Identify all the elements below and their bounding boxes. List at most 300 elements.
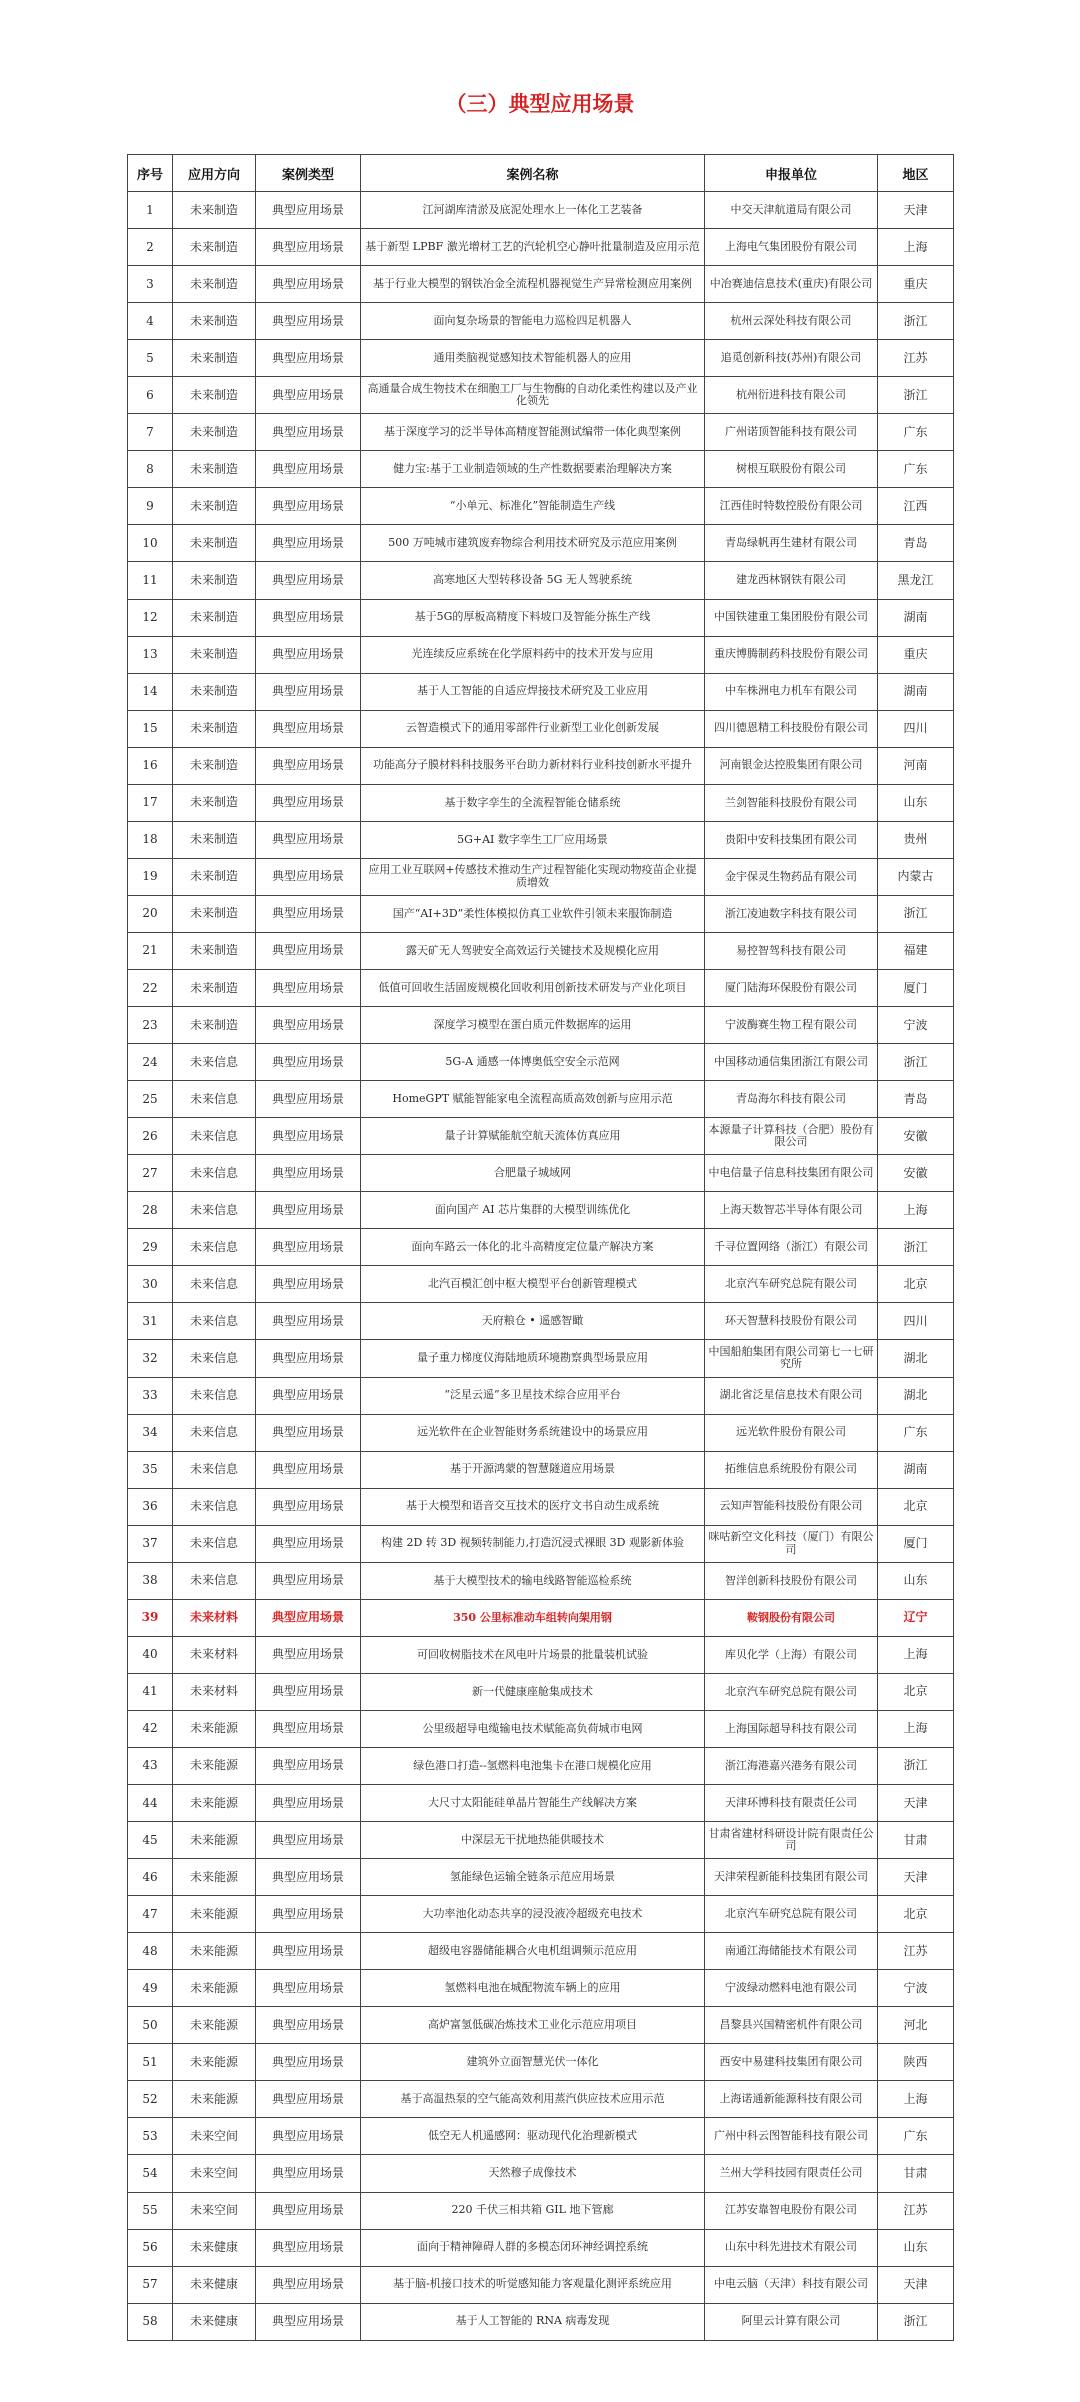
- cell-region: 天津: [878, 192, 954, 229]
- cell-index: 4: [128, 303, 173, 340]
- cell-case-name: 基于行业大模型的钢铁冶金全流程机器视觉生产异常检测应用案例: [361, 266, 705, 303]
- cell-applicant: 咪咕新空文化科技（厦门）有限公司: [705, 1525, 878, 1562]
- cell-index: 18: [128, 821, 173, 858]
- table-header-row: [128, 155, 954, 192]
- cell-index: 16: [128, 747, 173, 784]
- cell-region: 山东: [878, 2229, 954, 2266]
- cell-index: 15: [128, 710, 173, 747]
- cell-case-name: 新一代健康座舱集成技术: [361, 1673, 705, 1710]
- cell-case-type: 典型应用场景: [256, 636, 361, 673]
- cell-applicant: 杭州衍进科技有限公司: [705, 377, 878, 414]
- cell-direction: 未来制造: [173, 821, 256, 858]
- cell-index: 58: [128, 2303, 173, 2340]
- cell-direction: 未来制造: [173, 414, 256, 451]
- cell-index: 41: [128, 1673, 173, 1710]
- cell-direction: 未来空间: [173, 2118, 256, 2155]
- cell-index: 21: [128, 932, 173, 969]
- cell-case-name: 220 千伏三相共箱 GIL 地下管廊: [361, 2192, 705, 2229]
- cell-direction: 未来制造: [173, 599, 256, 636]
- cell-case-type: 典型应用场景: [256, 1192, 361, 1229]
- cell-applicant: 建龙西林钢铁有限公司: [705, 562, 878, 599]
- table-row: [128, 858, 954, 895]
- table-row: [128, 1192, 954, 1229]
- cell-case-name: 超级电容器储能耦合火电机组调频示范应用: [361, 1933, 705, 1970]
- cell-applicant: 贵阳中安科技集团有限公司: [705, 821, 878, 858]
- cell-direction: 未来能源: [173, 1859, 256, 1896]
- cell-case-type: 典型应用场景: [256, 2266, 361, 2303]
- cell-region: 上海: [878, 229, 954, 266]
- cell-direction: 未来能源: [173, 1933, 256, 1970]
- cell-direction: 未来制造: [173, 710, 256, 747]
- table-row: [128, 1266, 954, 1303]
- cell-direction: 未来健康: [173, 2303, 256, 2340]
- cell-case-type: 典型应用场景: [256, 266, 361, 303]
- cell-case-type: 典型应用场景: [256, 1451, 361, 1488]
- cell-direction: 未来信息: [173, 1488, 256, 1525]
- cell-case-name: 基于大模型技术的输电线路智能巡检系统: [361, 1562, 705, 1599]
- cell-applicant: 智洋创新科技股份有限公司: [705, 1562, 878, 1599]
- table-row: [128, 1970, 954, 2007]
- cell-applicant: 湖北省泛星信息技术有限公司: [705, 1377, 878, 1414]
- header-case-name: 案例名称: [361, 155, 705, 192]
- cell-case-name: 功能高分子膜材料科技服务平台助力新材料行业科技创新水平提升: [361, 747, 705, 784]
- cell-case-type: 典型应用场景: [256, 414, 361, 451]
- cell-case-type: 典型应用场景: [256, 1488, 361, 1525]
- cell-direction: 未来健康: [173, 2229, 256, 2266]
- cell-case-type: 典型应用场景: [256, 932, 361, 969]
- table-row: [128, 1303, 954, 1340]
- cell-region: 江西: [878, 488, 954, 525]
- cell-applicant: 南通江海储能技术有限公司: [705, 1933, 878, 1970]
- cell-case-name: 基于人工智能的 RNA 病毒发现: [361, 2303, 705, 2340]
- cell-case-type: 典型应用场景: [256, 1118, 361, 1155]
- cell-direction: 未来材料: [173, 1599, 256, 1636]
- table-row: [128, 1414, 954, 1451]
- cell-region: 江苏: [878, 340, 954, 377]
- cell-region: 湖南: [878, 1451, 954, 1488]
- cell-region: 湖南: [878, 599, 954, 636]
- cell-index: 7: [128, 414, 173, 451]
- table-row: [128, 1007, 954, 1044]
- cell-index: 13: [128, 636, 173, 673]
- cell-applicant: 环天智慧科技股份有限公司: [705, 1303, 878, 1340]
- table-row: [128, 1525, 954, 1562]
- cell-region: 甘肃: [878, 2155, 954, 2192]
- cell-region: 浙江: [878, 895, 954, 932]
- cell-index: 43: [128, 1747, 173, 1784]
- cell-region: 天津: [878, 2266, 954, 2303]
- cell-direction: 未来健康: [173, 2266, 256, 2303]
- cell-case-type: 典型应用场景: [256, 1266, 361, 1303]
- cell-applicant: 易控智驾科技有限公司: [705, 932, 878, 969]
- cell-index: 9: [128, 488, 173, 525]
- cell-direction: 未来制造: [173, 192, 256, 229]
- cell-region: 浙江: [878, 1229, 954, 1266]
- cell-index: 53: [128, 2118, 173, 2155]
- application-scenarios-table: [127, 154, 954, 2341]
- cell-region: 湖北: [878, 1377, 954, 1414]
- cell-case-type: 典型应用场景: [256, 710, 361, 747]
- cell-direction: 未来制造: [173, 784, 256, 821]
- table-row: [128, 1081, 954, 1118]
- cell-index: 51: [128, 2044, 173, 2081]
- cell-index: 40: [128, 1636, 173, 1673]
- cell-direction: 未来空间: [173, 2155, 256, 2192]
- cell-direction: 未来制造: [173, 525, 256, 562]
- table-row: [128, 1044, 954, 1081]
- cell-region: 北京: [878, 1266, 954, 1303]
- cell-case-name: 绿色港口打造--氢燃料电池集卡在港口规模化应用: [361, 1747, 705, 1784]
- cell-direction: 未来信息: [173, 1340, 256, 1377]
- cell-applicant: 杭州云深处科技有限公司: [705, 303, 878, 340]
- cell-direction: 未来制造: [173, 266, 256, 303]
- cell-case-name: 350 公里标准动车组转向架用钢: [361, 1599, 705, 1636]
- cell-case-type: 典型应用场景: [256, 2044, 361, 2081]
- cell-case-name: 天府粮仓 • 遥感智瞰: [361, 1303, 705, 1340]
- cell-region: 天津: [878, 1785, 954, 1822]
- cell-case-name: 光连续反应系统在化学原料药中的技术开发与应用: [361, 636, 705, 673]
- cell-region: 河北: [878, 2007, 954, 2044]
- cell-index: 36: [128, 1488, 173, 1525]
- cell-direction: 未来信息: [173, 1229, 256, 1266]
- cell-direction: 未来能源: [173, 1785, 256, 1822]
- cell-case-type: 典型应用场景: [256, 1747, 361, 1784]
- cell-direction: 未来信息: [173, 1451, 256, 1488]
- cell-case-name: 5G+AI 数字孪生工厂应用场景: [361, 821, 705, 858]
- cell-region: 四川: [878, 1303, 954, 1340]
- table-row: [128, 1451, 954, 1488]
- cell-case-type: 典型应用场景: [256, 2118, 361, 2155]
- cell-case-type: 典型应用场景: [256, 1599, 361, 1636]
- cell-region: 宁波: [878, 1970, 954, 2007]
- cell-case-type: 典型应用场景: [256, 673, 361, 710]
- cell-region: 浙江: [878, 1747, 954, 1784]
- cell-region: 上海: [878, 2081, 954, 2118]
- table-row: [128, 229, 954, 266]
- cell-case-type: 典型应用场景: [256, 1414, 361, 1451]
- cell-applicant: 远光软件股份有限公司: [705, 1414, 878, 1451]
- cell-applicant: 河南银金达控股集团有限公司: [705, 747, 878, 784]
- cell-direction: 未来制造: [173, 377, 256, 414]
- cell-direction: 未来制造: [173, 895, 256, 932]
- cell-index: 38: [128, 1562, 173, 1599]
- table-row: [128, 1896, 954, 1933]
- cell-region: 广东: [878, 1414, 954, 1451]
- cell-case-type: 典型应用场景: [256, 784, 361, 821]
- cell-direction: 未来制造: [173, 673, 256, 710]
- cell-index: 17: [128, 784, 173, 821]
- cell-case-name: 基于新型 LPBF 激光增材工艺的汽轮机空心静叶批量制造及应用示范: [361, 229, 705, 266]
- cell-case-type: 典型应用场景: [256, 1303, 361, 1340]
- cell-case-type: 典型应用场景: [256, 858, 361, 895]
- cell-direction: 未来信息: [173, 1414, 256, 1451]
- cell-case-name: 基于数字孪生的全流程智能仓储系统: [361, 784, 705, 821]
- cell-region: 厦门: [878, 969, 954, 1006]
- table-row: [128, 1933, 954, 1970]
- cell-index: 54: [128, 2155, 173, 2192]
- cell-case-name: 基于5G的厚板高精度下料坡口及智能分拣生产线: [361, 599, 705, 636]
- cell-case-name: 大功率池化动态共享的浸没液冷超级充电技术: [361, 1896, 705, 1933]
- cell-case-name: 高炉富氢低碳冶炼技术工业化示范应用项目: [361, 2007, 705, 2044]
- cell-region: 厦门: [878, 1525, 954, 1562]
- cell-case-type: 典型应用场景: [256, 1673, 361, 1710]
- cell-index: 24: [128, 1044, 173, 1081]
- cell-index: 11: [128, 562, 173, 599]
- cell-applicant: 江西佳时特数控股份有限公司: [705, 488, 878, 525]
- cell-index: 45: [128, 1822, 173, 1859]
- cell-index: 2: [128, 229, 173, 266]
- cell-case-name: 远光软件在企业智能财务系统建设中的场景应用: [361, 1414, 705, 1451]
- table-row: [128, 488, 954, 525]
- cell-region: 湖北: [878, 1340, 954, 1377]
- table-row: [128, 525, 954, 562]
- cell-applicant: 千寻位置网络（浙江）有限公司: [705, 1229, 878, 1266]
- cell-case-type: 典型应用场景: [256, 821, 361, 858]
- table-row: [128, 192, 954, 229]
- cell-index: 29: [128, 1229, 173, 1266]
- cell-case-name: 天然穆子成像技术: [361, 2155, 705, 2192]
- cell-index: 56: [128, 2229, 173, 2266]
- cell-case-type: 典型应用场景: [256, 969, 361, 1006]
- cell-applicant: 库贝化学（上海）有限公司: [705, 1636, 878, 1673]
- header-case-type: 案例类型: [256, 155, 361, 192]
- cell-region: 福建: [878, 932, 954, 969]
- cell-case-type: 典型应用场景: [256, 451, 361, 488]
- cell-region: 青岛: [878, 525, 954, 562]
- cell-index: 28: [128, 1192, 173, 1229]
- cell-case-type: 典型应用场景: [256, 2192, 361, 2229]
- cell-case-type: 典型应用场景: [256, 599, 361, 636]
- cell-region: 山东: [878, 784, 954, 821]
- table-row: [128, 2044, 954, 2081]
- table-row: [128, 2266, 954, 2303]
- table-row: [128, 932, 954, 969]
- cell-index: 33: [128, 1377, 173, 1414]
- cell-applicant: 中车株洲电力机车有限公司: [705, 673, 878, 710]
- cell-region: 辽宁: [878, 1599, 954, 1636]
- cell-direction: 未来信息: [173, 1118, 256, 1155]
- cell-case-type: 典型应用场景: [256, 1155, 361, 1192]
- cell-index: 14: [128, 673, 173, 710]
- table-row: [128, 1747, 954, 1784]
- cell-region: 江苏: [878, 1933, 954, 1970]
- cell-applicant: 金宇保灵生物药品有限公司: [705, 858, 878, 895]
- cell-index: 22: [128, 969, 173, 1006]
- cell-direction: 未来制造: [173, 303, 256, 340]
- cell-region: 河南: [878, 747, 954, 784]
- table-row: [128, 2229, 954, 2266]
- cell-case-type: 典型应用场景: [256, 1340, 361, 1377]
- cell-index: 37: [128, 1525, 173, 1562]
- cell-case-type: 典型应用场景: [256, 1081, 361, 1118]
- cell-index: 27: [128, 1155, 173, 1192]
- cell-region: 上海: [878, 1192, 954, 1229]
- cell-index: 47: [128, 1896, 173, 1933]
- cell-region: 北京: [878, 1673, 954, 1710]
- cell-case-type: 典型应用场景: [256, 229, 361, 266]
- cell-region: 湖南: [878, 673, 954, 710]
- cell-case-type: 典型应用场景: [256, 1007, 361, 1044]
- table-row: [128, 895, 954, 932]
- cell-case-name: 面向复杂场景的智能电力巡检四足机器人: [361, 303, 705, 340]
- cell-direction: 未来能源: [173, 1822, 256, 1859]
- cell-index: 3: [128, 266, 173, 303]
- cell-region: 浙江: [878, 1044, 954, 1081]
- cell-direction: 未来信息: [173, 1562, 256, 1599]
- cell-index: 25: [128, 1081, 173, 1118]
- cell-case-type: 典型应用场景: [256, 747, 361, 784]
- cell-case-type: 典型应用场景: [256, 340, 361, 377]
- cell-applicant: 甘肃省建材科研设计院有限责任公司: [705, 1822, 878, 1859]
- cell-case-name: 露天矿无人驾驶安全高效运行关键技术及规模化应用: [361, 932, 705, 969]
- table-row: [128, 1599, 954, 1636]
- cell-direction: 未来材料: [173, 1673, 256, 1710]
- cell-region: 北京: [878, 1488, 954, 1525]
- cell-case-name: HomeGPT 赋能智能家电全流程高质高效创新与应用示范: [361, 1081, 705, 1118]
- table-row: [128, 636, 954, 673]
- cell-index: 10: [128, 525, 173, 562]
- cell-case-name: 应用工业互联网+传感技术推动生产过程智能化实现动物疫苗企业提质增效: [361, 858, 705, 895]
- cell-index: 23: [128, 1007, 173, 1044]
- cell-applicant: 上海电气集团股份有限公司: [705, 229, 878, 266]
- cell-index: 48: [128, 1933, 173, 1970]
- cell-case-name: 云智造模式下的通用零部件行业新型工业化创新发展: [361, 710, 705, 747]
- cell-case-name: 北汽百模汇创中枢大模型平台创新管理模式: [361, 1266, 705, 1303]
- cell-applicant: 中国船舶集团有限公司第七一七研究所: [705, 1340, 878, 1377]
- cell-case-name: 量子重力梯度仪海陆地质环境勘察典型场景应用: [361, 1340, 705, 1377]
- cell-direction: 未来信息: [173, 1303, 256, 1340]
- cell-case-name: 健力宝:基于工业制造领域的生产性数据要素治理解决方案: [361, 451, 705, 488]
- table-row: [128, 1859, 954, 1896]
- cell-applicant: 北京汽车研究总院有限公司: [705, 1673, 878, 1710]
- cell-applicant: 宁波绿动燃料电池有限公司: [705, 1970, 878, 2007]
- cell-case-name: 合肥量子城域网: [361, 1155, 705, 1192]
- cell-region: 广东: [878, 451, 954, 488]
- cell-case-type: 典型应用场景: [256, 1859, 361, 1896]
- cell-region: 广东: [878, 414, 954, 451]
- cell-applicant: 阿里云计算有限公司: [705, 2303, 878, 2340]
- cell-applicant: 江苏安靠智电股份有限公司: [705, 2192, 878, 2229]
- cell-case-name: 低空无人机遥感网：驱动现代化治理新模式: [361, 2118, 705, 2155]
- table-row: [128, 1155, 954, 1192]
- cell-case-name: 氢燃料电池在城配物流车辆上的应用: [361, 1970, 705, 2007]
- cell-applicant: 中交天津航道局有限公司: [705, 192, 878, 229]
- header-direction: 应用方向: [173, 155, 256, 192]
- cell-case-name: 基于深度学习的泛半导体高精度智能测试编带一体化典型案例: [361, 414, 705, 451]
- cell-applicant: 青岛绿帆再生建材有限公司: [705, 525, 878, 562]
- cell-case-type: 典型应用场景: [256, 1785, 361, 1822]
- table-row: [128, 710, 954, 747]
- cell-case-name: 基于高温热泵的空气能高效利用蒸汽供应技术应用示范: [361, 2081, 705, 2118]
- cell-case-name: 江河湖库清淤及底泥处理水上一体化工艺装备: [361, 192, 705, 229]
- cell-case-name: 量子计算赋能航空航天流体仿真应用: [361, 1118, 705, 1155]
- cell-region: 黑龙江: [878, 562, 954, 599]
- cell-case-type: 典型应用场景: [256, 488, 361, 525]
- cell-case-type: 典型应用场景: [256, 2303, 361, 2340]
- cell-direction: 未来空间: [173, 2192, 256, 2229]
- cell-region: 内蒙古: [878, 858, 954, 895]
- table-row: [128, 1562, 954, 1599]
- table-row: [128, 1785, 954, 1822]
- cell-direction: 未来制造: [173, 858, 256, 895]
- table-row: [128, 599, 954, 636]
- cell-index: 30: [128, 1266, 173, 1303]
- cell-region: 浙江: [878, 303, 954, 340]
- cell-region: 宁波: [878, 1007, 954, 1044]
- cell-case-type: 典型应用场景: [256, 525, 361, 562]
- cell-case-type: 典型应用场景: [256, 562, 361, 599]
- cell-applicant: 四川德恩精工科技股份有限公司: [705, 710, 878, 747]
- cell-applicant: 浙江凌迪数字科技有限公司: [705, 895, 878, 932]
- table-row: [128, 821, 954, 858]
- cell-direction: 未来信息: [173, 1155, 256, 1192]
- cell-index: 19: [128, 858, 173, 895]
- table-row: [128, 1118, 954, 1155]
- table-row: [128, 340, 954, 377]
- cell-applicant: 昌黎县兴国精密机件有限公司: [705, 2007, 878, 2044]
- table-row: [128, 1822, 954, 1859]
- cell-index: 5: [128, 340, 173, 377]
- cell-direction: 未来制造: [173, 562, 256, 599]
- cell-region: 贵州: [878, 821, 954, 858]
- cell-region: 天津: [878, 1859, 954, 1896]
- header-index: 序号: [128, 155, 173, 192]
- cell-index: 52: [128, 2081, 173, 2118]
- table-row: [128, 747, 954, 784]
- cell-applicant: 本源量子计算科技（合肥）股份有限公司: [705, 1118, 878, 1155]
- cell-direction: 未来制造: [173, 229, 256, 266]
- cell-case-type: 典型应用场景: [256, 1562, 361, 1599]
- table-body: [128, 192, 954, 2341]
- cell-case-type: 典型应用场景: [256, 377, 361, 414]
- cell-case-name: 基于脑-机接口技术的听觉感知能力客观量化测评系统应用: [361, 2266, 705, 2303]
- cell-applicant: 山东中科先进技术有限公司: [705, 2229, 878, 2266]
- cell-case-name: 深度学习模型在蛋白质元件数据库的运用: [361, 1007, 705, 1044]
- cell-index: 39: [128, 1599, 173, 1636]
- cell-index: 20: [128, 895, 173, 932]
- cell-applicant: 上海国际超导科技有限公司: [705, 1710, 878, 1747]
- table-row: [128, 784, 954, 821]
- cell-applicant: 广州中科云图智能科技有限公司: [705, 2118, 878, 2155]
- cell-region: 上海: [878, 1636, 954, 1673]
- cell-direction: 未来能源: [173, 2044, 256, 2081]
- cell-applicant: 拓维信息系统股份有限公司: [705, 1451, 878, 1488]
- table-row: [128, 969, 954, 1006]
- cell-case-type: 典型应用场景: [256, 895, 361, 932]
- cell-index: 50: [128, 2007, 173, 2044]
- table-row: [128, 451, 954, 488]
- cell-direction: 未来制造: [173, 747, 256, 784]
- cell-applicant: 上海诺通新能源科技有限公司: [705, 2081, 878, 2118]
- cell-applicant: 天津荣程新能科技集团有限公司: [705, 1859, 878, 1896]
- cell-region: 浙江: [878, 377, 954, 414]
- cell-direction: 未来制造: [173, 932, 256, 969]
- cell-region: 重庆: [878, 636, 954, 673]
- cell-applicant: 中国移动通信集团浙江有限公司: [705, 1044, 878, 1081]
- cell-case-name: 国产“AI+3D”柔性体模拟仿真工业软件引领未来服饰制造: [361, 895, 705, 932]
- cell-direction: 未来信息: [173, 1525, 256, 1562]
- cell-case-name: 高寒地区大型转移设备 5G 无人驾驶系统: [361, 562, 705, 599]
- cell-applicant: 北京汽车研究总院有限公司: [705, 1266, 878, 1303]
- cell-index: 49: [128, 1970, 173, 2007]
- cell-index: 6: [128, 377, 173, 414]
- table-row: [128, 1377, 954, 1414]
- cell-direction: 未来能源: [173, 2007, 256, 2044]
- cell-case-type: 典型应用场景: [256, 1710, 361, 1747]
- table-row: [128, 2303, 954, 2340]
- table-row: [128, 2081, 954, 2118]
- cell-case-name: 中深层无干扰地热能供暖技术: [361, 1822, 705, 1859]
